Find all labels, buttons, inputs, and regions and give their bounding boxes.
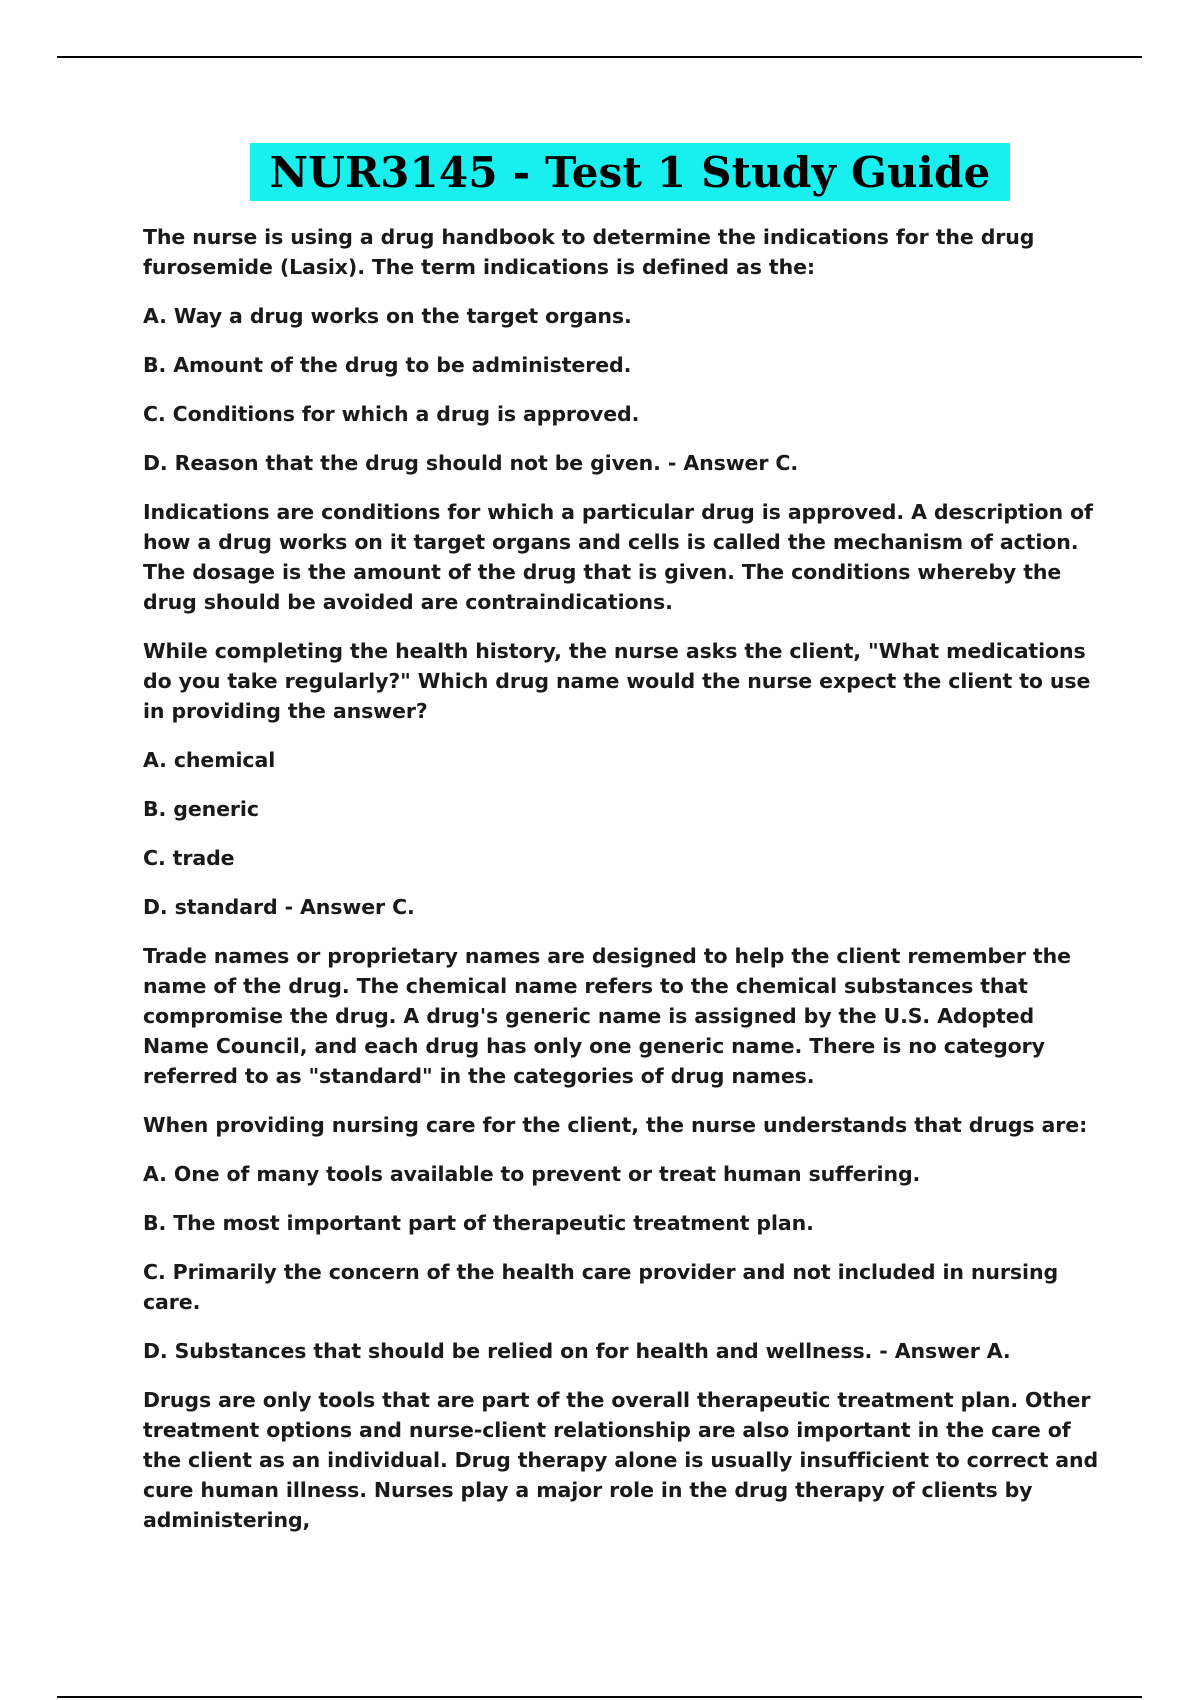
question-3-option-d: D. Substances that should be relied on for health and wellness. - Answer A.	[143, 1339, 1011, 1363]
question-1: The nurse is using a drug handbook to determine the indications for the drug furosemide (Lasix). The term indications is defined as the:	[143, 225, 1035, 279]
question-2-option-a: A. chemical	[143, 748, 276, 772]
question-1-option-a: A. Way a drug works on the target organs.	[143, 304, 632, 328]
question-1-rationale: Indications are conditions for which a particular drug is approved. A description of how a drug works on it target organs and cells is called the mechanism of action. The dosage is the amount of the drug that is given. The conditions whereby the drug should be avoided are contraindications.	[143, 500, 1093, 614]
question-2-option-d: D. standard - Answer C.	[143, 895, 415, 919]
bottom-rule	[57, 1696, 1142, 1698]
question-3-option-c: C. Primarily the concern of the health care provider and not included in nursing care.	[143, 1260, 1059, 1314]
question-2-option-c: C. trade	[143, 846, 235, 870]
question-3-rationale: Drugs are only tools that are part of the overall therapeutic treatment plan. Other treatment options and nurse-client relationship are also important in the care of the client as an individual. Drug therapy alone is usually insufficient to correct and cure human illness. Nurses play a major role in the drug therapy of clients by administering,	[143, 1388, 1099, 1532]
question-1-option-d: D. Reason that the drug should not be given. - Answer C.	[143, 451, 799, 475]
study-guide-content	[143, 222, 1103, 1554]
question-2-option-b: B. generic	[143, 797, 259, 821]
question-3-option-a: A. One of many tools available to prevent or treat human suffering.	[143, 1162, 921, 1186]
question-2-rationale: Trade names or proprietary names are designed to help the client remember the name of the drug. The chemical name refers to the chemical substances that compromise the drug. A drug's generic name is assigned by the U.S. Adopted Name Council, and each drug has only one generic name. There is no category referred to as "standard" in the categories of drug names.	[143, 944, 1071, 1088]
page-title: NUR3145 - Test 1 Study Guide	[269, 147, 991, 197]
title-highlight	[250, 143, 1010, 201]
question-1-option-c: C. Conditions for which a drug is approved.	[143, 402, 640, 426]
question-3-option-b: B. The most important part of therapeutic treatment plan.	[143, 1211, 814, 1235]
question-1-option-b: B. Amount of the drug to be administered.	[143, 353, 632, 377]
top-rule	[57, 56, 1142, 58]
question-3: When providing nursing care for the client, the nurse understands that drugs are:	[143, 1113, 1088, 1137]
question-2: While completing the health history, the nurse asks the client, "What medications do you take regularly?" Which drug name would the nurse expect the client to use in providing the answer?	[143, 639, 1091, 723]
